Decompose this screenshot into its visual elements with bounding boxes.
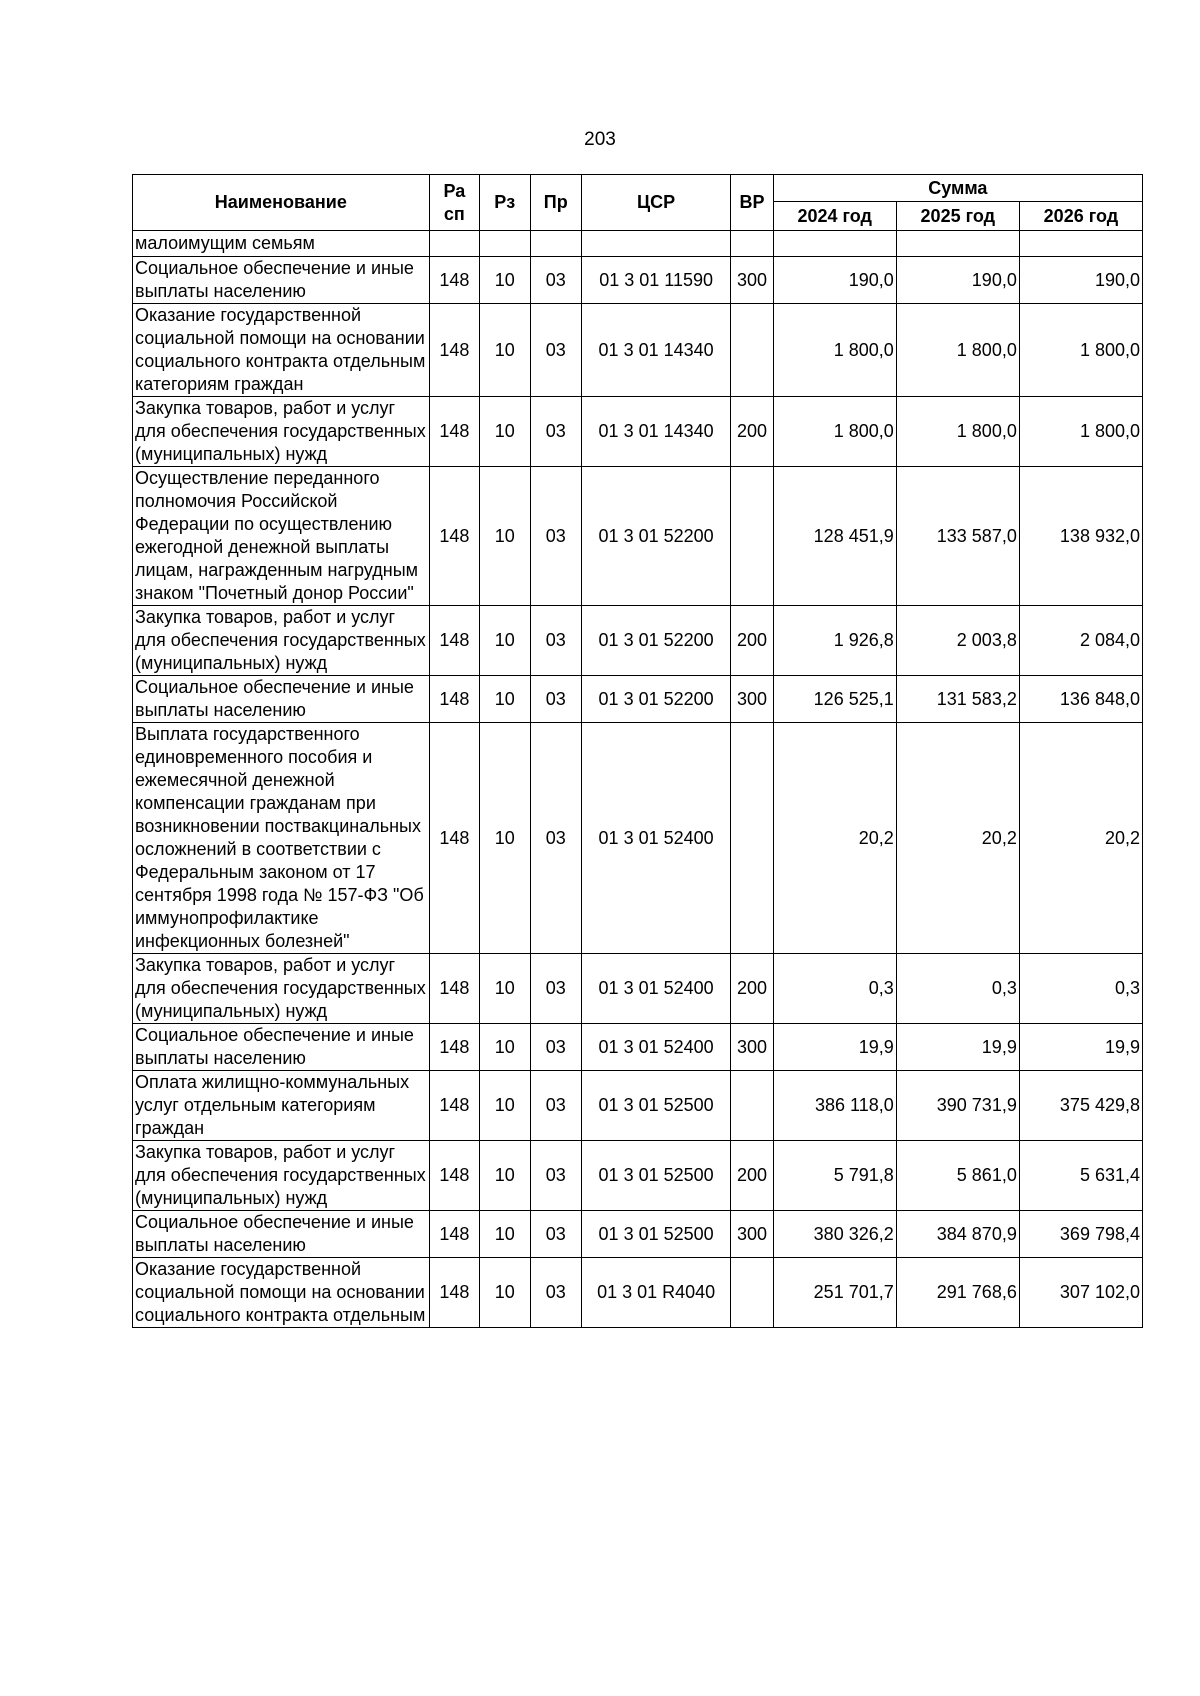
row-pr: 03 [530,606,581,676]
table-row [133,397,1143,467]
row-name: Социальное обеспечение и иные выплаты населению [133,1024,430,1071]
row-rz [480,231,530,257]
row-csr: 01 3 01 52200 [581,676,730,723]
row-vr [731,231,773,257]
row-sum-2026: 369 798,4 [1019,1211,1142,1258]
row-name: Закупка товаров, работ и услуг для обеспечения государственных (муниципальных) нужд [133,954,430,1024]
row-name: малоимущим семьям [133,231,430,257]
table-row [133,467,1143,606]
row-rz: 10 [480,397,530,467]
row-pr [530,231,581,257]
row-vr: 300 [731,1024,773,1071]
page-number: 203 [584,129,616,150]
table-row [133,676,1143,723]
row-sum-2026: 1 800,0 [1019,397,1142,467]
row-csr: 01 3 01 14340 [581,397,730,467]
row-sum-2026: 2 084,0 [1019,606,1142,676]
row-sum-2026: 375 429,8 [1019,1071,1142,1141]
row-sum-2025: 5 861,0 [896,1141,1019,1211]
row-sum-2026: 5 631,4 [1019,1141,1142,1211]
row-pr: 03 [530,676,581,723]
table-body [133,231,1143,1328]
header-rz: Рз [480,175,530,231]
row-sum-2024: 1 926,8 [773,606,896,676]
row-pr: 03 [530,1141,581,1211]
row-vr: 300 [731,676,773,723]
row-rasp: 148 [429,954,479,1024]
header-rasp: Ра сп [429,175,479,231]
table-row [133,1071,1143,1141]
row-sum-2024: 128 451,9 [773,467,896,606]
row-pr: 03 [530,1211,581,1258]
row-rasp: 148 [429,257,479,304]
table-row [133,1141,1143,1211]
header-year-2026: 2026 год [1019,202,1142,231]
row-name: Закупка товаров, работ и услуг для обеспечения государственных (муниципальных) нужд [133,606,430,676]
row-sum-2026: 0,3 [1019,954,1142,1024]
row-pr: 03 [530,467,581,606]
row-sum-2024: 126 525,1 [773,676,896,723]
row-sum-2024: 1 800,0 [773,304,896,397]
row-rz: 10 [480,1141,530,1211]
row-rasp: 148 [429,467,479,606]
table-row [133,1211,1143,1258]
table-header [133,175,1143,231]
row-rasp: 148 [429,304,479,397]
row-name: Осуществление переданного полномочия Российской Федерации по осуществлению ежегодной денежной выплаты лицам, награжденным нагрудным знаком "Почетный донор России" [133,467,430,606]
row-name: Закупка товаров, работ и услуг для обеспечения государственных (муниципальных) нужд [133,397,430,467]
table-row [133,304,1143,397]
header-year-2025: 2025 год [896,202,1019,231]
row-name: Оказание государственной социальной помощи на основании социального контракта отдельным категориям граждан [133,304,430,397]
row-rasp: 148 [429,1141,479,1211]
row-rasp: 148 [429,723,479,954]
row-pr: 03 [530,1071,581,1141]
row-sum-2025: 2 003,8 [896,606,1019,676]
table-row [133,257,1143,304]
row-name: Социальное обеспечение и иные выплаты населению [133,1211,430,1258]
row-pr: 03 [530,304,581,397]
row-vr [731,723,773,954]
row-sum-2025: 291 768,6 [896,1258,1019,1328]
row-vr [731,304,773,397]
table-row [133,1258,1143,1328]
row-rasp: 148 [429,1024,479,1071]
row-rasp: 148 [429,1071,479,1141]
table-row [133,954,1143,1024]
row-sum-2024: 251 701,7 [773,1258,896,1328]
row-csr: 01 3 01 52500 [581,1071,730,1141]
row-rz: 10 [480,723,530,954]
row-csr: 01 3 01 R4040 [581,1258,730,1328]
row-rz: 10 [480,1071,530,1141]
row-sum-2024: 1 800,0 [773,397,896,467]
row-rz: 10 [480,467,530,606]
row-csr [581,231,730,257]
row-sum-2024 [773,231,896,257]
row-sum-2026: 138 932,0 [1019,467,1142,606]
row-sum-2024: 5 791,8 [773,1141,896,1211]
row-rz: 10 [480,304,530,397]
row-sum-2026: 20,2 [1019,723,1142,954]
row-sum-2025: 133 587,0 [896,467,1019,606]
header-csr: ЦСР [581,175,730,231]
row-rz: 10 [480,676,530,723]
row-csr: 01 3 01 11590 [581,257,730,304]
row-vr: 300 [731,257,773,304]
row-vr [731,1071,773,1141]
row-sum-2026 [1019,231,1142,257]
row-vr [731,467,773,606]
row-pr: 03 [530,954,581,1024]
row-sum-2025 [896,231,1019,257]
row-vr [731,1258,773,1328]
row-sum-2025: 390 731,9 [896,1071,1019,1141]
row-pr: 03 [530,1024,581,1071]
row-sum-2026: 190,0 [1019,257,1142,304]
row-csr: 01 3 01 52500 [581,1141,730,1211]
row-vr: 200 [731,606,773,676]
row-csr: 01 3 01 52200 [581,606,730,676]
row-sum-2026: 19,9 [1019,1024,1142,1071]
row-vr: 200 [731,397,773,467]
row-sum-2025: 1 800,0 [896,304,1019,397]
row-rz: 10 [480,1211,530,1258]
row-csr: 01 3 01 52500 [581,1211,730,1258]
row-sum-2026: 136 848,0 [1019,676,1142,723]
row-rz: 10 [480,954,530,1024]
table-row [133,606,1143,676]
row-sum-2025: 20,2 [896,723,1019,954]
row-vr: 200 [731,1141,773,1211]
row-vr: 300 [731,1211,773,1258]
row-sum-2024: 380 326,2 [773,1211,896,1258]
row-pr: 03 [530,397,581,467]
row-pr: 03 [530,1258,581,1328]
row-rasp: 148 [429,1258,479,1328]
row-rz: 10 [480,1258,530,1328]
row-sum-2025: 131 583,2 [896,676,1019,723]
row-csr: 01 3 01 52400 [581,954,730,1024]
row-rasp [429,231,479,257]
row-sum-2024: 0,3 [773,954,896,1024]
row-name: Оказание государственной социальной помощи на основании социального контракта отдельным [133,1258,430,1328]
row-sum-2026: 1 800,0 [1019,304,1142,397]
row-csr: 01 3 01 52200 [581,467,730,606]
row-pr: 03 [530,257,581,304]
header-vr: ВР [731,175,773,231]
header-name: Наименование [133,175,430,231]
row-rz: 10 [480,1024,530,1071]
header-year-2024: 2024 год [773,202,896,231]
row-sum-2025: 384 870,9 [896,1211,1019,1258]
table-row [133,1024,1143,1071]
row-csr: 01 3 01 14340 [581,304,730,397]
row-rasp: 148 [429,1211,479,1258]
budget-table [132,174,1143,1328]
row-sum-2024: 20,2 [773,723,896,954]
row-name: Закупка товаров, работ и услуг для обеспечения государственных (муниципальных) нужд [133,1141,430,1211]
row-sum-2025: 19,9 [896,1024,1019,1071]
row-sum-2024: 190,0 [773,257,896,304]
row-csr: 01 3 01 52400 [581,723,730,954]
row-name: Социальное обеспечение и иные выплаты населению [133,257,430,304]
row-sum-2025: 190,0 [896,257,1019,304]
row-pr: 03 [530,723,581,954]
row-name: Оплата жилищно-коммунальных услуг отдельным категориям граждан [133,1071,430,1141]
row-rz: 10 [480,606,530,676]
row-rasp: 148 [429,606,479,676]
row-vr: 200 [731,954,773,1024]
row-rasp: 148 [429,397,479,467]
table-row [133,723,1143,954]
table-row [133,231,1143,257]
row-name: Социальное обеспечение и иные выплаты населению [133,676,430,723]
row-sum-2025: 0,3 [896,954,1019,1024]
row-sum-2024: 386 118,0 [773,1071,896,1141]
row-csr: 01 3 01 52400 [581,1024,730,1071]
row-sum-2026: 307 102,0 [1019,1258,1142,1328]
row-rz: 10 [480,257,530,304]
row-name: Выплата государственного единовременного пособия и ежемесячной денежной компенсации гражданам при возникновении поствакцинальных осложнений в соответствии с Федеральным законом от 17 сентября 1998 года № 157-ФЗ "Об иммунопрофилактике инфекционных болезней" [133,723,430,954]
row-rasp: 148 [429,676,479,723]
row-sum-2024: 19,9 [773,1024,896,1071]
header-pr: Пр [530,175,581,231]
row-sum-2025: 1 800,0 [896,397,1019,467]
header-sum: Сумма [773,175,1142,202]
